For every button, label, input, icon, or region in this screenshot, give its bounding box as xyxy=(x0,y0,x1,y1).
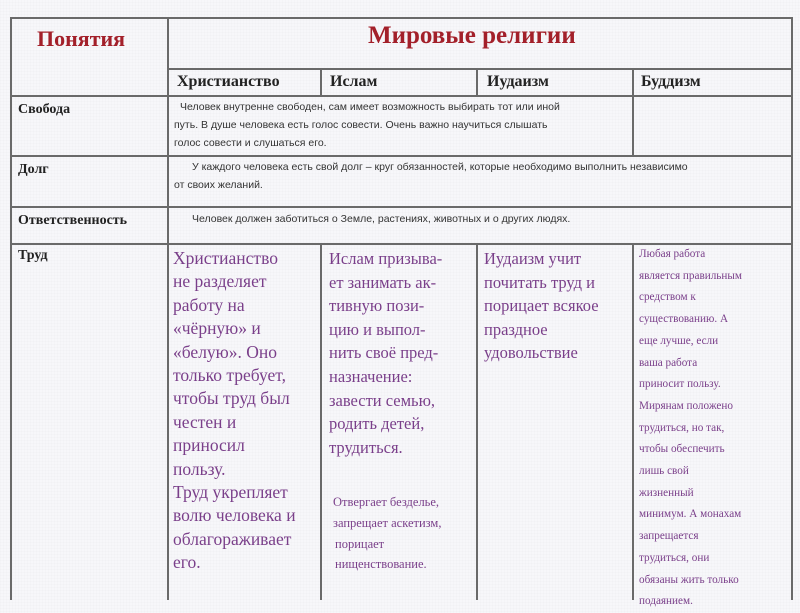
text-line: существованию. А xyxy=(639,313,729,326)
border-subheader-top xyxy=(168,68,793,70)
border-col-3-labor xyxy=(632,243,634,600)
row-label-responsibility: Ответственность xyxy=(18,213,128,228)
text-line: назначение: xyxy=(329,366,413,386)
border-col-3-freedom xyxy=(632,95,634,156)
text-line: нить своё пред- xyxy=(329,343,439,363)
text-line: Отвергает безделье, xyxy=(333,495,440,509)
text-line: приносит пользу. xyxy=(639,378,721,391)
column-islam: Ислам xyxy=(330,73,378,90)
text-line: путь. В душе человека есть голос совести. Очень важно научиться слышать xyxy=(174,119,548,131)
text-line: почитать труд и xyxy=(484,272,595,292)
text-line: Любая работа xyxy=(639,248,706,260)
border-freedom-bottom xyxy=(10,155,793,157)
text-line: работу на xyxy=(173,294,245,315)
text-line: чтобы обеспечить xyxy=(639,443,725,456)
text-line: запрещается xyxy=(639,530,699,543)
text-line: минимум. А монахам xyxy=(639,508,742,521)
text-line: родить детей, xyxy=(329,414,425,434)
text-line: его. xyxy=(173,552,201,573)
border-concepts-right xyxy=(167,17,169,600)
text-line: от своих желаний. xyxy=(174,179,263,191)
text-line: Ислам призыва- xyxy=(329,249,443,268)
text-line: подаянием. xyxy=(639,595,693,608)
border-top xyxy=(10,17,793,19)
text-line: трудиться. xyxy=(329,437,403,457)
text-line: обязаны жить только xyxy=(639,573,739,586)
text-line: Человек внутренне свободен, сам имеет возможность выбирать тот или иной xyxy=(180,101,560,113)
text-line: нищенствование. xyxy=(335,557,427,572)
text-line: ваша работа xyxy=(639,356,698,369)
text-line: Человек должен заботиться о Земле, растениях, животных и о других людях. xyxy=(192,213,571,225)
text-line: У каждого человека есть свой долг – круг обязанностей, которые необходимо выполнить независимо xyxy=(192,161,688,173)
labor-islam xyxy=(329,247,474,459)
text-line: голос совести и слушаться его. xyxy=(174,137,327,149)
text-line: средством к xyxy=(639,291,696,304)
text-line: тивную пози- xyxy=(329,296,425,316)
border-left xyxy=(10,17,12,600)
text-line: честен и xyxy=(173,411,237,432)
text-line: трудиться, но так, xyxy=(639,421,725,434)
row-label-duty: Долг xyxy=(18,162,49,177)
text-line: удовольствие xyxy=(484,343,578,363)
text-line: ет занимать ак- xyxy=(329,272,437,292)
border-col-1 xyxy=(320,68,322,96)
text-line: запрещает аскетизм, xyxy=(333,515,442,530)
text-line: завести семью, xyxy=(329,390,436,410)
text-line: лишь свой xyxy=(639,465,689,478)
text-line: порицает xyxy=(335,536,385,551)
text-line: является правильным xyxy=(639,269,742,282)
text-line: Мирянам положено xyxy=(639,399,733,412)
column-buddhism: Буддизм xyxy=(641,73,701,90)
border-col-2-labor xyxy=(476,243,478,600)
border-duty-bottom xyxy=(10,206,793,208)
text-line: волю человека и xyxy=(173,505,296,526)
border-col-2 xyxy=(476,68,478,96)
text-line: еще лучше, если xyxy=(639,334,719,347)
table-title: Мировые религии xyxy=(368,22,576,49)
text-line: Иудаизм учит xyxy=(484,249,582,268)
text-line: чтобы труд был xyxy=(173,388,290,409)
labor-judaism xyxy=(484,247,630,365)
text-line: Христианство xyxy=(173,248,278,268)
labor-buddhism xyxy=(639,244,789,613)
text-line: трудиться, они xyxy=(639,551,710,564)
text-line: приносил xyxy=(173,435,245,456)
border-col-3 xyxy=(632,68,634,96)
text-line: Труд укрепляет xyxy=(173,482,288,503)
duty-text xyxy=(174,158,786,194)
border-col-1-labor xyxy=(320,243,322,600)
text-line: только требует, xyxy=(173,365,286,386)
border-right xyxy=(791,17,793,600)
text-line: цию и выпол- xyxy=(329,319,426,339)
text-line: облагораживает xyxy=(173,528,292,549)
column-christianity: Христианство xyxy=(177,73,280,90)
labor-islam-extra xyxy=(333,492,473,575)
text-line: «чёрную» и xyxy=(173,318,261,339)
text-line: жизненный xyxy=(639,486,694,499)
border-header-bottom xyxy=(10,95,793,97)
responsibility-text xyxy=(192,210,787,228)
column-judaism: Иудаизм xyxy=(487,73,549,90)
text-line: пользу. xyxy=(173,458,226,479)
labor-christianity xyxy=(173,247,318,575)
freedom-text xyxy=(174,98,629,152)
text-line: порицает всякое xyxy=(484,296,599,316)
text-line: «белую». Оно xyxy=(173,341,278,362)
row-label-labor: Труд xyxy=(18,248,48,263)
concepts-header: Понятия xyxy=(37,26,126,51)
row-label-freedom: Свобода xyxy=(18,102,71,117)
text-line: праздное xyxy=(484,319,548,339)
text-line: не разделяет xyxy=(173,271,267,292)
